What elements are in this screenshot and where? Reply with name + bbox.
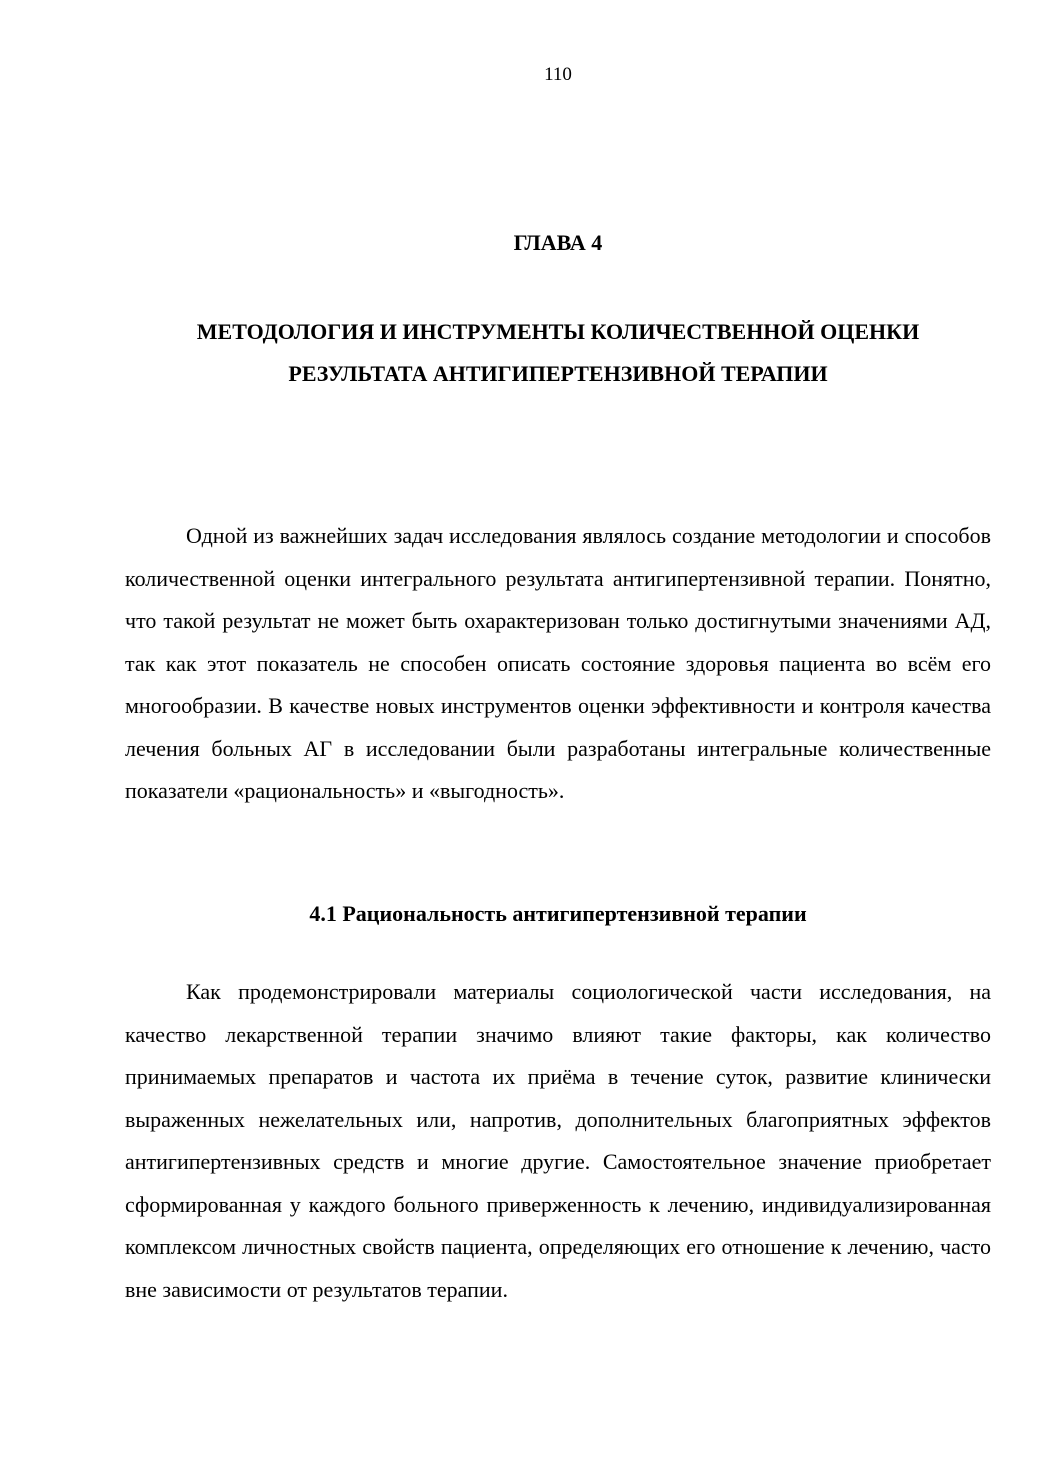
chapter-label: ГЛАВА 4 — [513, 230, 603, 255]
page-number: 110 — [544, 64, 572, 85]
chapter-title — [0, 311, 1040, 395]
section-heading: 4.1 Рациональность антигипертензивной терапии — [309, 901, 807, 926]
section-paragraph: Как продемонстрировали материалы социологической части исследования, на качество лекарственной терапии значимо влияют такие факторы, как количество принимаемых препаратов и частота их приёма в течение суток, развитие клинически выраженных нежелательных или, напротив, дополнительных благоприятных эффектов антигипертензивных средств и многие другие. Самостоятельное значение приобретает сформированная у каждого больного приверженность к лечению, индивидуализированная комплексом личностных свойств пациента, определяющих его отношение к лечению, часто вне зависимости от результатов терапии. — [125, 979, 991, 1302]
chapter-title-line-1: МЕТОДОЛОГИЯ И ИНСТРУМЕНТЫ КОЛИЧЕСТВЕННОЙ ОЦЕНКИ — [196, 319, 920, 344]
chapter-title-line-2: РЕЗУЛЬТАТА АНТИГИПЕРТЕНЗИВНОЙ ТЕРАПИИ — [288, 361, 828, 386]
intro-paragraph: Одной из важнейших задач исследования являлось создание методологии и способов количественной оценки интегрального результата антигипертензивной терапии. Понятно, что такой результат не может быть охарактеризован только достигнутыми значениями АД, так как этот показатель не способен описать состояние здоровья пациента во всём его многообразии. В качестве новых инструментов оценки эффективности и контроля качества лечения больных АГ в исследовании были разработаны интегральные количественные показатели «рациональность» и «выгодность». — [125, 523, 991, 803]
